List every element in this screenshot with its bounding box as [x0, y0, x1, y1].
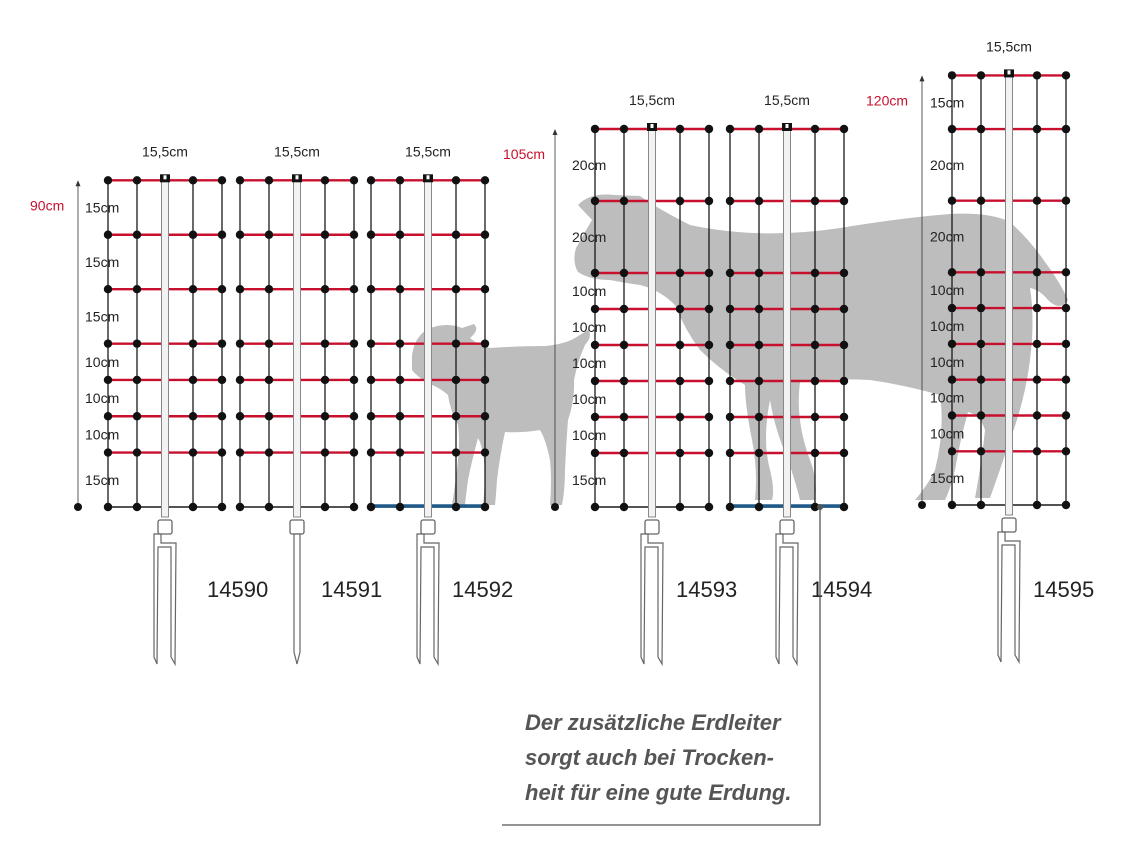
post-connector	[1002, 518, 1016, 532]
knot	[705, 125, 713, 133]
knot	[265, 231, 273, 239]
knot	[977, 376, 985, 384]
knot	[1062, 447, 1070, 455]
knot	[591, 125, 599, 133]
post	[1006, 71, 1013, 515]
knot	[676, 449, 684, 457]
knot	[1033, 304, 1041, 312]
height-arrow-base	[74, 503, 82, 511]
double-ground-spike	[998, 532, 1020, 662]
knot	[452, 339, 460, 347]
knot	[1062, 71, 1070, 79]
knot	[350, 412, 358, 420]
knot	[396, 376, 404, 384]
knot	[452, 503, 460, 511]
knot	[481, 448, 489, 456]
note-line-1: Der zusätzliche Erdleiter	[525, 710, 781, 735]
knot	[948, 340, 956, 348]
post-cap-notch	[1008, 70, 1011, 74]
knot	[350, 339, 358, 347]
knot	[977, 268, 985, 276]
knot	[189, 176, 197, 184]
knot	[811, 341, 819, 349]
knot	[189, 448, 197, 456]
knot	[236, 503, 244, 511]
knot	[1033, 125, 1041, 133]
height-dimension	[503, 129, 606, 511]
post-cap-notch	[651, 124, 654, 128]
knot	[189, 412, 197, 420]
knot	[676, 341, 684, 349]
product-code: 14591	[321, 577, 383, 602]
knot	[705, 269, 713, 277]
knot	[133, 376, 141, 384]
knot	[705, 449, 713, 457]
knot	[755, 125, 763, 133]
knot	[104, 376, 112, 384]
knot	[620, 197, 628, 205]
knot	[1033, 447, 1041, 455]
knot	[133, 412, 141, 420]
spacing-label: 15cm	[572, 472, 607, 488]
post	[162, 176, 169, 517]
knot	[396, 448, 404, 456]
knot	[133, 231, 141, 239]
knot	[104, 231, 112, 239]
post	[649, 125, 656, 517]
post-cap-notch	[296, 175, 299, 179]
knot	[726, 503, 734, 511]
knot	[265, 376, 273, 384]
knot	[840, 377, 848, 385]
post-connector	[645, 520, 659, 534]
fence-net-14590	[104, 143, 268, 664]
double-ground-spike	[154, 534, 176, 664]
knot	[218, 448, 226, 456]
knot	[977, 71, 985, 79]
knot	[705, 413, 713, 421]
knot	[236, 339, 244, 347]
height-label: 120cm	[866, 92, 909, 109]
knot	[811, 377, 819, 385]
knot	[481, 285, 489, 293]
knot	[705, 377, 713, 385]
knot	[265, 412, 273, 420]
knot	[1033, 268, 1041, 276]
knot	[977, 340, 985, 348]
knot	[840, 197, 848, 205]
knot	[452, 448, 460, 456]
knot	[481, 376, 489, 384]
knot	[840, 449, 848, 457]
post	[425, 176, 432, 517]
knot	[367, 339, 375, 347]
knot	[367, 176, 375, 184]
width-label: 15,5cm	[629, 92, 675, 108]
knot	[350, 176, 358, 184]
knot	[104, 285, 112, 293]
knot	[948, 304, 956, 312]
product-code: 14594	[811, 577, 873, 602]
knot	[321, 503, 329, 511]
knot	[840, 269, 848, 277]
knot	[977, 447, 985, 455]
knot	[620, 377, 628, 385]
knot	[104, 412, 112, 420]
post	[784, 125, 791, 517]
knot	[104, 339, 112, 347]
knot	[1033, 197, 1041, 205]
knot	[321, 285, 329, 293]
knot	[620, 341, 628, 349]
knot	[948, 501, 956, 509]
spacing-label: 10cm	[85, 390, 120, 407]
knot	[321, 231, 329, 239]
knot	[726, 197, 734, 205]
post-cap-notch	[427, 175, 430, 179]
knot	[218, 285, 226, 293]
knot	[726, 377, 734, 385]
knot	[620, 503, 628, 511]
knot	[948, 268, 956, 276]
spacing-label: 15cm	[85, 253, 120, 270]
knot	[104, 448, 112, 456]
spacing-label: 10cm	[930, 353, 965, 370]
knot	[396, 231, 404, 239]
knot	[591, 377, 599, 385]
width-label: 15,5cm	[764, 92, 810, 108]
knot	[367, 376, 375, 384]
knot	[189, 339, 197, 347]
knot	[350, 503, 358, 511]
knot	[396, 285, 404, 293]
knot	[133, 176, 141, 184]
knot	[236, 285, 244, 293]
knot	[705, 341, 713, 349]
knot	[620, 413, 628, 421]
note-line-2: sorgt auch bei Trocken-	[525, 745, 774, 770]
knot	[265, 285, 273, 293]
knot	[755, 269, 763, 277]
post-cap-notch	[786, 124, 789, 128]
spacing-label: 10cm	[930, 425, 965, 442]
knot	[133, 503, 141, 511]
knot	[265, 448, 273, 456]
knot	[321, 339, 329, 347]
knot	[189, 503, 197, 511]
note-line-3: heit für eine gute Erdung.	[525, 780, 792, 805]
knot	[104, 176, 112, 184]
knot	[396, 176, 404, 184]
fence-net-14593	[591, 92, 737, 664]
spacing-label: 10cm	[930, 389, 965, 406]
knot	[367, 448, 375, 456]
knot	[620, 449, 628, 457]
knot	[321, 412, 329, 420]
knot	[321, 448, 329, 456]
knot	[1033, 340, 1041, 348]
width-label: 15,5cm	[986, 38, 1032, 55]
knot	[676, 305, 684, 313]
knot	[726, 269, 734, 277]
height-label: 90cm	[30, 197, 65, 214]
knot	[265, 339, 273, 347]
double-ground-spike	[776, 534, 798, 664]
spacing-label: 10cm	[572, 319, 607, 335]
knot	[676, 197, 684, 205]
knot	[236, 231, 244, 239]
knot	[367, 412, 375, 420]
knot	[591, 449, 599, 457]
spacing-label: 10cm	[85, 353, 120, 370]
knot	[840, 413, 848, 421]
knot	[481, 412, 489, 420]
ground-wire-note	[525, 710, 791, 805]
knot	[265, 176, 273, 184]
knot	[948, 447, 956, 455]
spacing-label: 20cm	[572, 157, 607, 173]
width-label: 15,5cm	[142, 143, 188, 160]
knot	[840, 503, 848, 511]
knot	[1062, 501, 1070, 509]
knot	[726, 305, 734, 313]
knot	[620, 305, 628, 313]
knot	[948, 411, 956, 419]
knot	[481, 231, 489, 239]
knot	[236, 448, 244, 456]
spacing-label: 15cm	[85, 308, 120, 325]
knot	[977, 304, 985, 312]
knot	[1062, 268, 1070, 276]
knot	[705, 197, 713, 205]
knot	[705, 503, 713, 511]
knot	[726, 341, 734, 349]
spacing-label: 15cm	[930, 470, 965, 487]
knot	[811, 269, 819, 277]
knot	[452, 376, 460, 384]
knot	[1033, 411, 1041, 419]
knot	[755, 413, 763, 421]
knot	[948, 71, 956, 79]
knot	[452, 176, 460, 184]
knot	[189, 285, 197, 293]
spacing-label: 10cm	[85, 426, 120, 443]
knot	[367, 231, 375, 239]
knot	[452, 231, 460, 239]
spacing-label: 10cm	[572, 391, 607, 407]
knot	[481, 339, 489, 347]
knot	[755, 449, 763, 457]
knot	[1062, 340, 1070, 348]
knot	[350, 448, 358, 456]
knot	[367, 503, 375, 511]
post-connector	[780, 520, 794, 534]
knot	[133, 285, 141, 293]
knot	[977, 125, 985, 133]
spacing-label: 15cm	[85, 471, 120, 488]
knot	[620, 125, 628, 133]
height-arrow-base	[918, 501, 926, 509]
product-code: 14595	[1033, 577, 1095, 602]
knot	[236, 376, 244, 384]
spacing-label: 10cm	[572, 283, 607, 299]
knot	[676, 413, 684, 421]
knot	[726, 125, 734, 133]
knot	[481, 503, 489, 511]
knot	[452, 285, 460, 293]
knot	[591, 197, 599, 205]
knot	[218, 231, 226, 239]
knot	[1062, 304, 1070, 312]
knot	[236, 412, 244, 420]
knot	[104, 503, 112, 511]
knot	[591, 503, 599, 511]
knot	[321, 176, 329, 184]
knot	[133, 339, 141, 347]
product-code: 14590	[207, 577, 269, 602]
knot	[977, 501, 985, 509]
width-label: 15,5cm	[405, 143, 451, 160]
width-label: 15,5cm	[274, 143, 320, 160]
knot	[133, 448, 141, 456]
double-ground-spike	[641, 534, 663, 664]
knot	[350, 231, 358, 239]
knot	[1062, 376, 1070, 384]
spacing-label: 20cm	[572, 229, 607, 245]
knot	[236, 176, 244, 184]
knot	[452, 412, 460, 420]
knot	[189, 231, 197, 239]
knot	[620, 269, 628, 277]
product-code: 14592	[452, 577, 514, 602]
knot	[840, 341, 848, 349]
height-label: 105cm	[503, 146, 546, 162]
spacing-label: 20cm	[930, 156, 965, 173]
knot	[1062, 197, 1070, 205]
knot	[218, 503, 226, 511]
knot	[1033, 376, 1041, 384]
product-code: 14593	[676, 577, 738, 602]
post-connector	[290, 520, 304, 534]
knot	[755, 503, 763, 511]
knot	[218, 376, 226, 384]
knot	[755, 305, 763, 313]
knot	[218, 339, 226, 347]
spacing-label: 10cm	[930, 282, 965, 299]
knot	[726, 413, 734, 421]
knot	[676, 503, 684, 511]
knot	[396, 412, 404, 420]
knot	[726, 449, 734, 457]
knot	[481, 176, 489, 184]
single-ground-spike	[294, 534, 300, 664]
post-connector	[158, 520, 172, 534]
knot	[367, 285, 375, 293]
height-arrow-base	[551, 503, 559, 511]
knot	[977, 411, 985, 419]
knot	[811, 197, 819, 205]
knot	[1062, 125, 1070, 133]
knot	[591, 341, 599, 349]
spacing-label: 15cm	[85, 199, 120, 216]
post-cap-notch	[164, 175, 167, 179]
knot	[350, 285, 358, 293]
knot	[1033, 71, 1041, 79]
height-arrow-head	[920, 75, 925, 81]
spacing-label: 20cm	[930, 228, 965, 245]
knot	[811, 125, 819, 133]
knot	[1033, 501, 1041, 509]
knot	[755, 341, 763, 349]
knot	[948, 197, 956, 205]
knot	[948, 125, 956, 133]
spacing-label: 10cm	[572, 427, 607, 443]
knot	[396, 339, 404, 347]
height-arrow-head	[553, 129, 558, 135]
knot	[218, 412, 226, 420]
knot	[811, 305, 819, 313]
knot	[396, 503, 404, 511]
knot	[265, 503, 273, 511]
post	[294, 176, 301, 517]
spacing-label: 10cm	[572, 355, 607, 371]
height-arrow-head	[76, 180, 81, 186]
knot	[840, 125, 848, 133]
knot	[676, 125, 684, 133]
knot	[676, 269, 684, 277]
knot	[218, 176, 226, 184]
knot	[591, 269, 599, 277]
knot	[811, 449, 819, 457]
post-connector	[421, 520, 435, 534]
knot	[755, 377, 763, 385]
double-ground-spike	[417, 534, 439, 664]
spacing-label: 10cm	[930, 318, 965, 334]
knot	[321, 376, 329, 384]
knot	[705, 305, 713, 313]
knot	[811, 413, 819, 421]
knot	[350, 376, 358, 384]
knot	[591, 305, 599, 313]
knot	[189, 376, 197, 384]
knot	[591, 413, 599, 421]
knot	[948, 376, 956, 384]
knot	[977, 197, 985, 205]
knot	[676, 377, 684, 385]
knot	[755, 197, 763, 205]
lamb-silhouette	[412, 324, 590, 505]
spacing-label: 15cm	[930, 94, 965, 111]
knot	[1062, 411, 1070, 419]
knot	[840, 305, 848, 313]
